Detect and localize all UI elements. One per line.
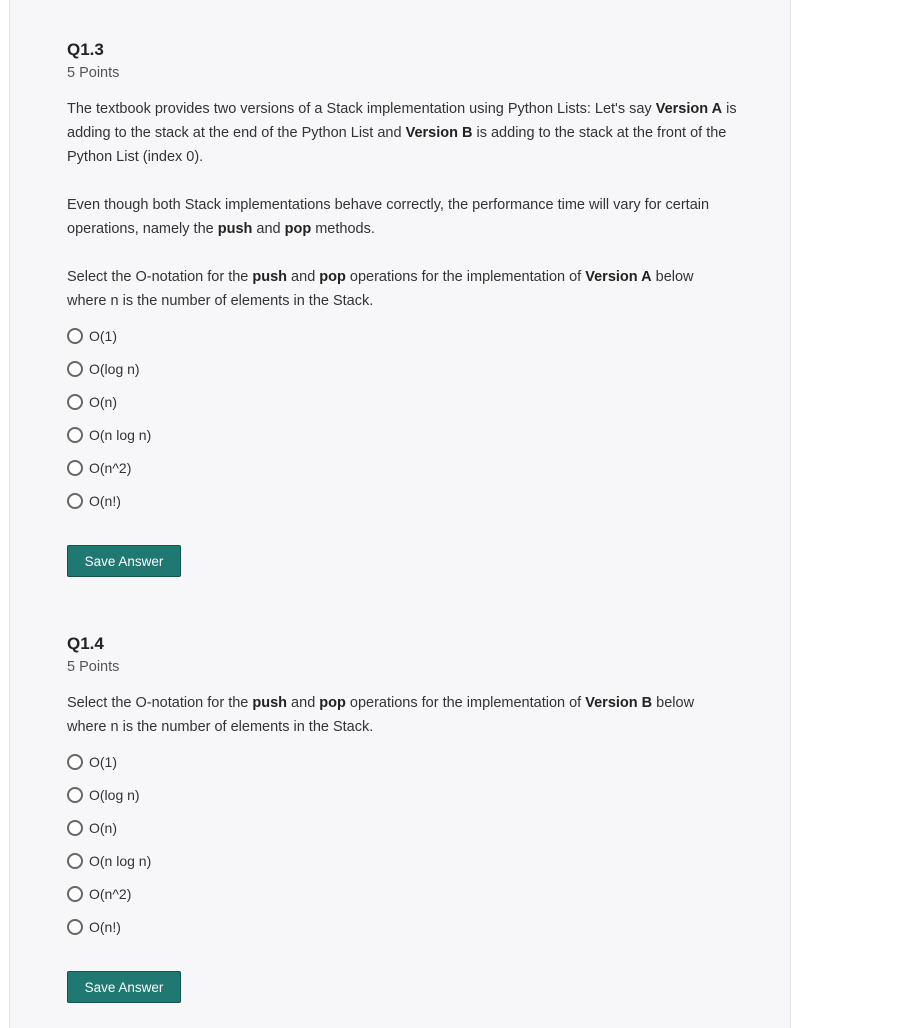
prompt-bold-version-a: Version A [585,269,652,285]
answer-options [67,319,737,517]
radio-button[interactable] [67,394,83,410]
option-o-log-n[interactable] [67,778,737,811]
option-o-n[interactable] [67,811,737,844]
intro-bold-version-a: Version A [655,101,723,117]
prompt-text-4: below where n is the number of elements in the Stack. [67,695,695,735]
radio-button[interactable] [67,754,83,770]
intro-bold-version-b: Version B [405,125,473,141]
radio-button[interactable] [67,820,83,836]
option-o-n-squared[interactable] [67,877,737,910]
radio-button[interactable] [67,787,83,803]
question-q1-4 [67,634,737,943]
option-o-log-n[interactable] [67,352,737,385]
radio-button[interactable] [67,361,83,377]
question-points: 5 Points [67,659,120,675]
option-label: O(n!) [89,492,121,509]
option-o-1[interactable] [67,319,737,352]
radio-button[interactable] [67,427,83,443]
option-label: O(n!) [89,918,121,935]
prompt-bold-version-b: Version B [585,695,653,711]
option-o-n-factorial[interactable] [67,910,737,943]
question-title: Q1.3 [67,40,104,59]
radio-button[interactable] [67,886,83,902]
prompt-bold-pop: pop [319,269,346,285]
option-label: O(1) [89,327,117,344]
option-label: O(n) [89,393,117,410]
option-o-n-log-n[interactable] [67,418,737,451]
radio-button[interactable] [67,328,83,344]
prompt-text-1: Select the O-notation for the [67,269,253,285]
option-label: O(log n) [89,786,140,803]
radio-button[interactable] [67,460,83,476]
option-o-n-factorial[interactable] [67,484,737,517]
option-label: O(n log n) [89,426,152,443]
prompt-text-2: and [287,269,320,285]
intro-text-3: is adding to the stack at the front of the Python List (index 0). [67,125,727,165]
radio-button[interactable] [67,919,83,935]
question-intro-paragraph [67,97,737,169]
radio-button[interactable] [67,493,83,509]
option-o-1[interactable] [67,745,737,778]
radio-button[interactable] [67,853,83,869]
question-performance-paragraph [67,193,737,241]
option-label: O(n^2) [89,459,132,476]
intro-text-2: is adding to the stack at the end of the Python List and [67,101,737,141]
answer-options [67,745,737,943]
option-o-n-squared[interactable] [67,451,737,484]
option-label: O(1) [89,753,117,770]
question-prompt-paragraph [67,265,737,313]
option-label: O(log n) [89,360,140,377]
assignment-panel [9,0,791,1028]
option-label: O(n^2) [89,885,132,902]
prompt-bold-push: push [252,269,288,285]
perf-text-1: Even though both Stack implementations behave correctly, the performance time will vary for certain operations, namely the [67,197,710,237]
prompt-text-1: Select the O-notation for the [67,695,253,711]
option-label: O(n) [89,819,117,836]
question-prompt-paragraph [67,691,737,739]
question-q1-3 [67,40,737,517]
question-points: 5 Points [67,65,120,81]
option-o-n-log-n[interactable] [67,844,737,877]
perf-text-3: methods. [311,221,375,237]
question-title: Q1.4 [67,634,104,653]
prompt-bold-push: push [252,695,288,711]
prompt-text-2: and [287,695,320,711]
prompt-text-3: operations for the implementation of [345,695,586,711]
intro-text-1: The textbook provides two versions of a Stack implementation using Python Lists: Let's say [67,101,656,117]
prompt-text-3: operations for the implementation of [345,269,586,285]
option-label: O(n log n) [89,852,152,869]
perf-bold-push: push [217,221,253,237]
option-o-n[interactable] [67,385,737,418]
save-answer-button[interactable]: Save Answer [67,545,181,577]
prompt-bold-pop: pop [319,695,346,711]
save-answer-button[interactable]: Save Answer [67,971,181,1003]
perf-bold-pop: pop [284,221,312,237]
prompt-text-4: below where n is the number of elements in the Stack. [67,269,694,309]
perf-text-2: and [252,221,285,237]
